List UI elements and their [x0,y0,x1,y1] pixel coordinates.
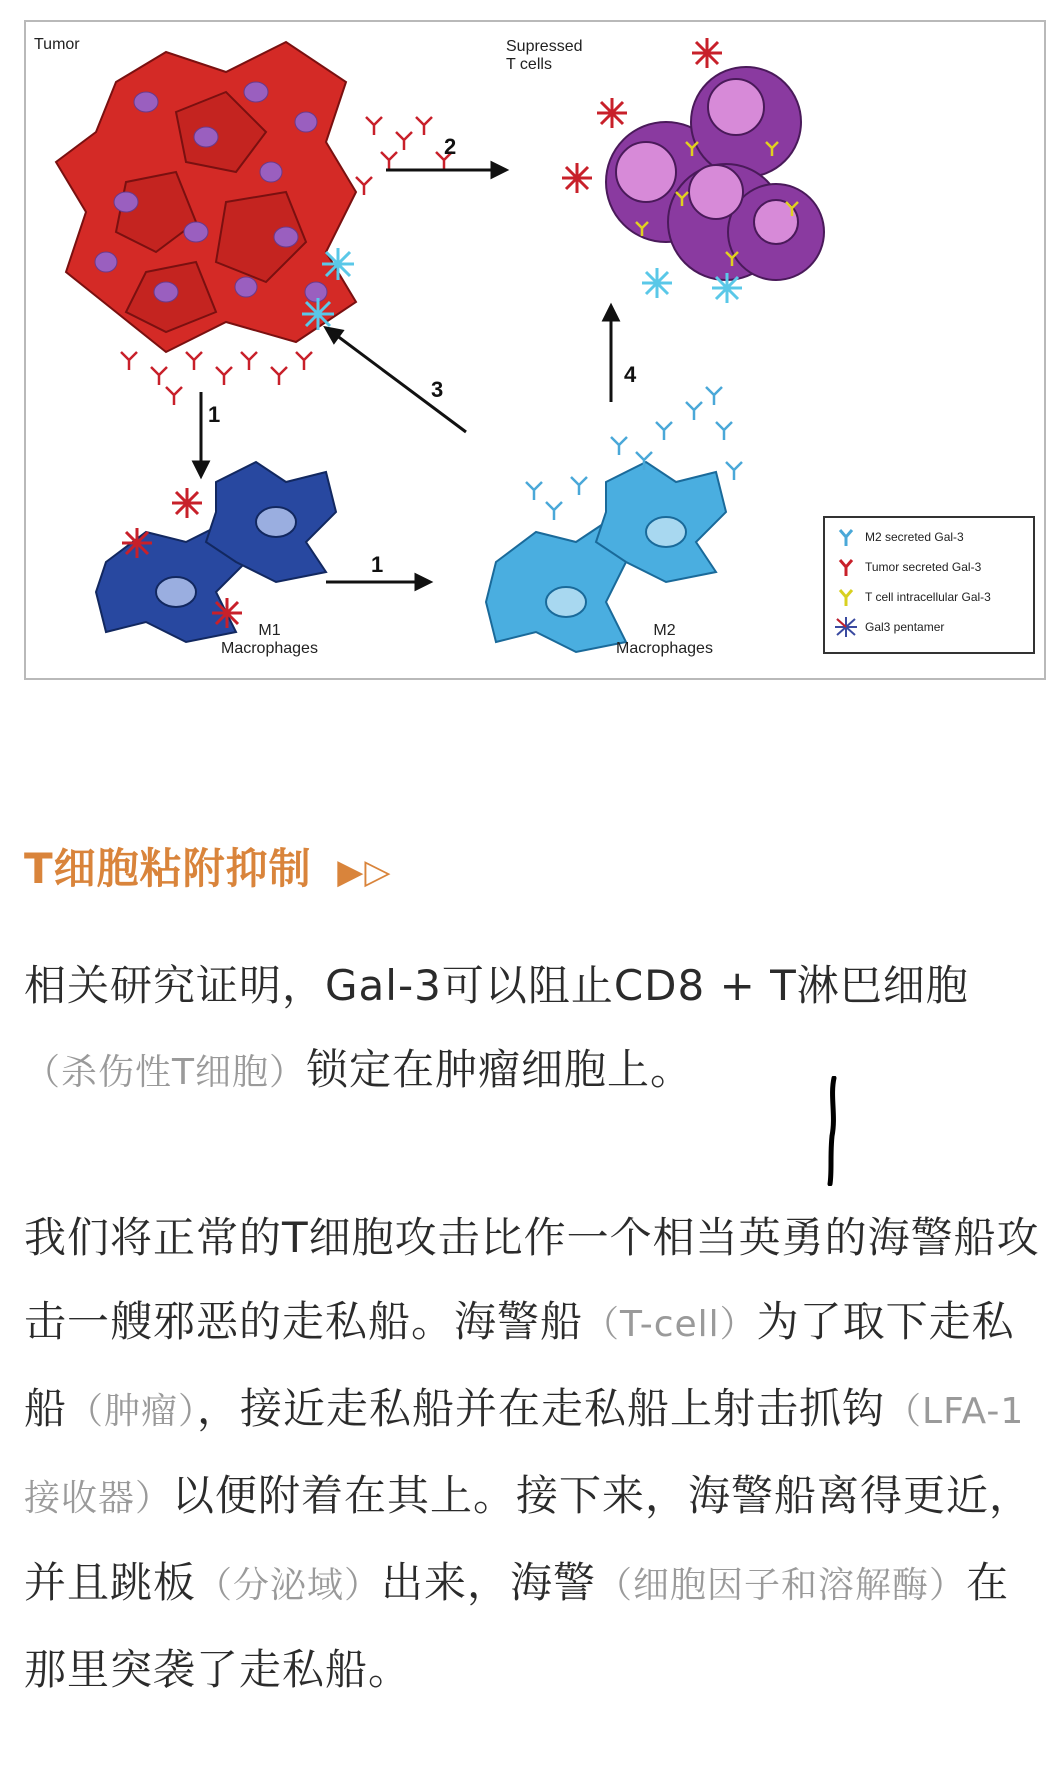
m2-gal3-icon [833,526,859,548]
legend-item: Tumor secreted Gal-3 [833,556,981,578]
heading-text: T细胞粘附抑制 [24,844,312,893]
m2-macrophages-label: M2 Macrophages [616,622,713,658]
paragraph-2: 我们将正常的T细胞攻击比作一个相当英勇的海警船攻击一艘邪恶的走私船。海警船（T-cell）为了取下走私船（肿瘤），接近走私船并在走私船上射击抓钩（LFA-1接收器）以便附着在其上。接下来，海警船离得更近，并且跳板（分泌域）出来，海警（细胞因子和溶解酶）在那里突袭了走私船。 [24,1213,1040,1694]
m1-macrophages [96,462,336,642]
tcell-gal3-icon [833,586,859,608]
text-cursor-mark [826,1076,840,1186]
legend-item: M2 secreted Gal-3 [833,526,964,548]
step-4-label: 4 [624,362,637,387]
legend-box [823,516,1035,654]
tumor-label: Tumor [34,36,80,53]
paragraph-1: 相关研究证明，Gal-3可以阻止CD8 + T淋巴细胞（杀伤性T细胞）锁定在肿瘤细胞上。 [24,961,969,1094]
step-3-label: 3 [431,377,444,402]
step-1b-label: 1 [371,552,384,577]
section-heading [24,836,392,896]
suppressed-tcells-label: Supressed T cells [506,38,583,74]
legend-item: Gal3 pentamer [833,616,944,638]
step-2-label: 2 [444,134,457,159]
t-cell-cluster [606,67,824,280]
legend-item: T cell intracellular Gal-3 [833,586,991,608]
m1-macrophages-label: M1 Macrophages [221,622,318,658]
figure-panel [24,20,1046,680]
step-1-label: 1 [208,402,221,427]
pentamer-icon [833,616,859,638]
heading-arrows-icon: ▶▷ [337,852,392,892]
tumor-gal3-icon [833,556,859,578]
